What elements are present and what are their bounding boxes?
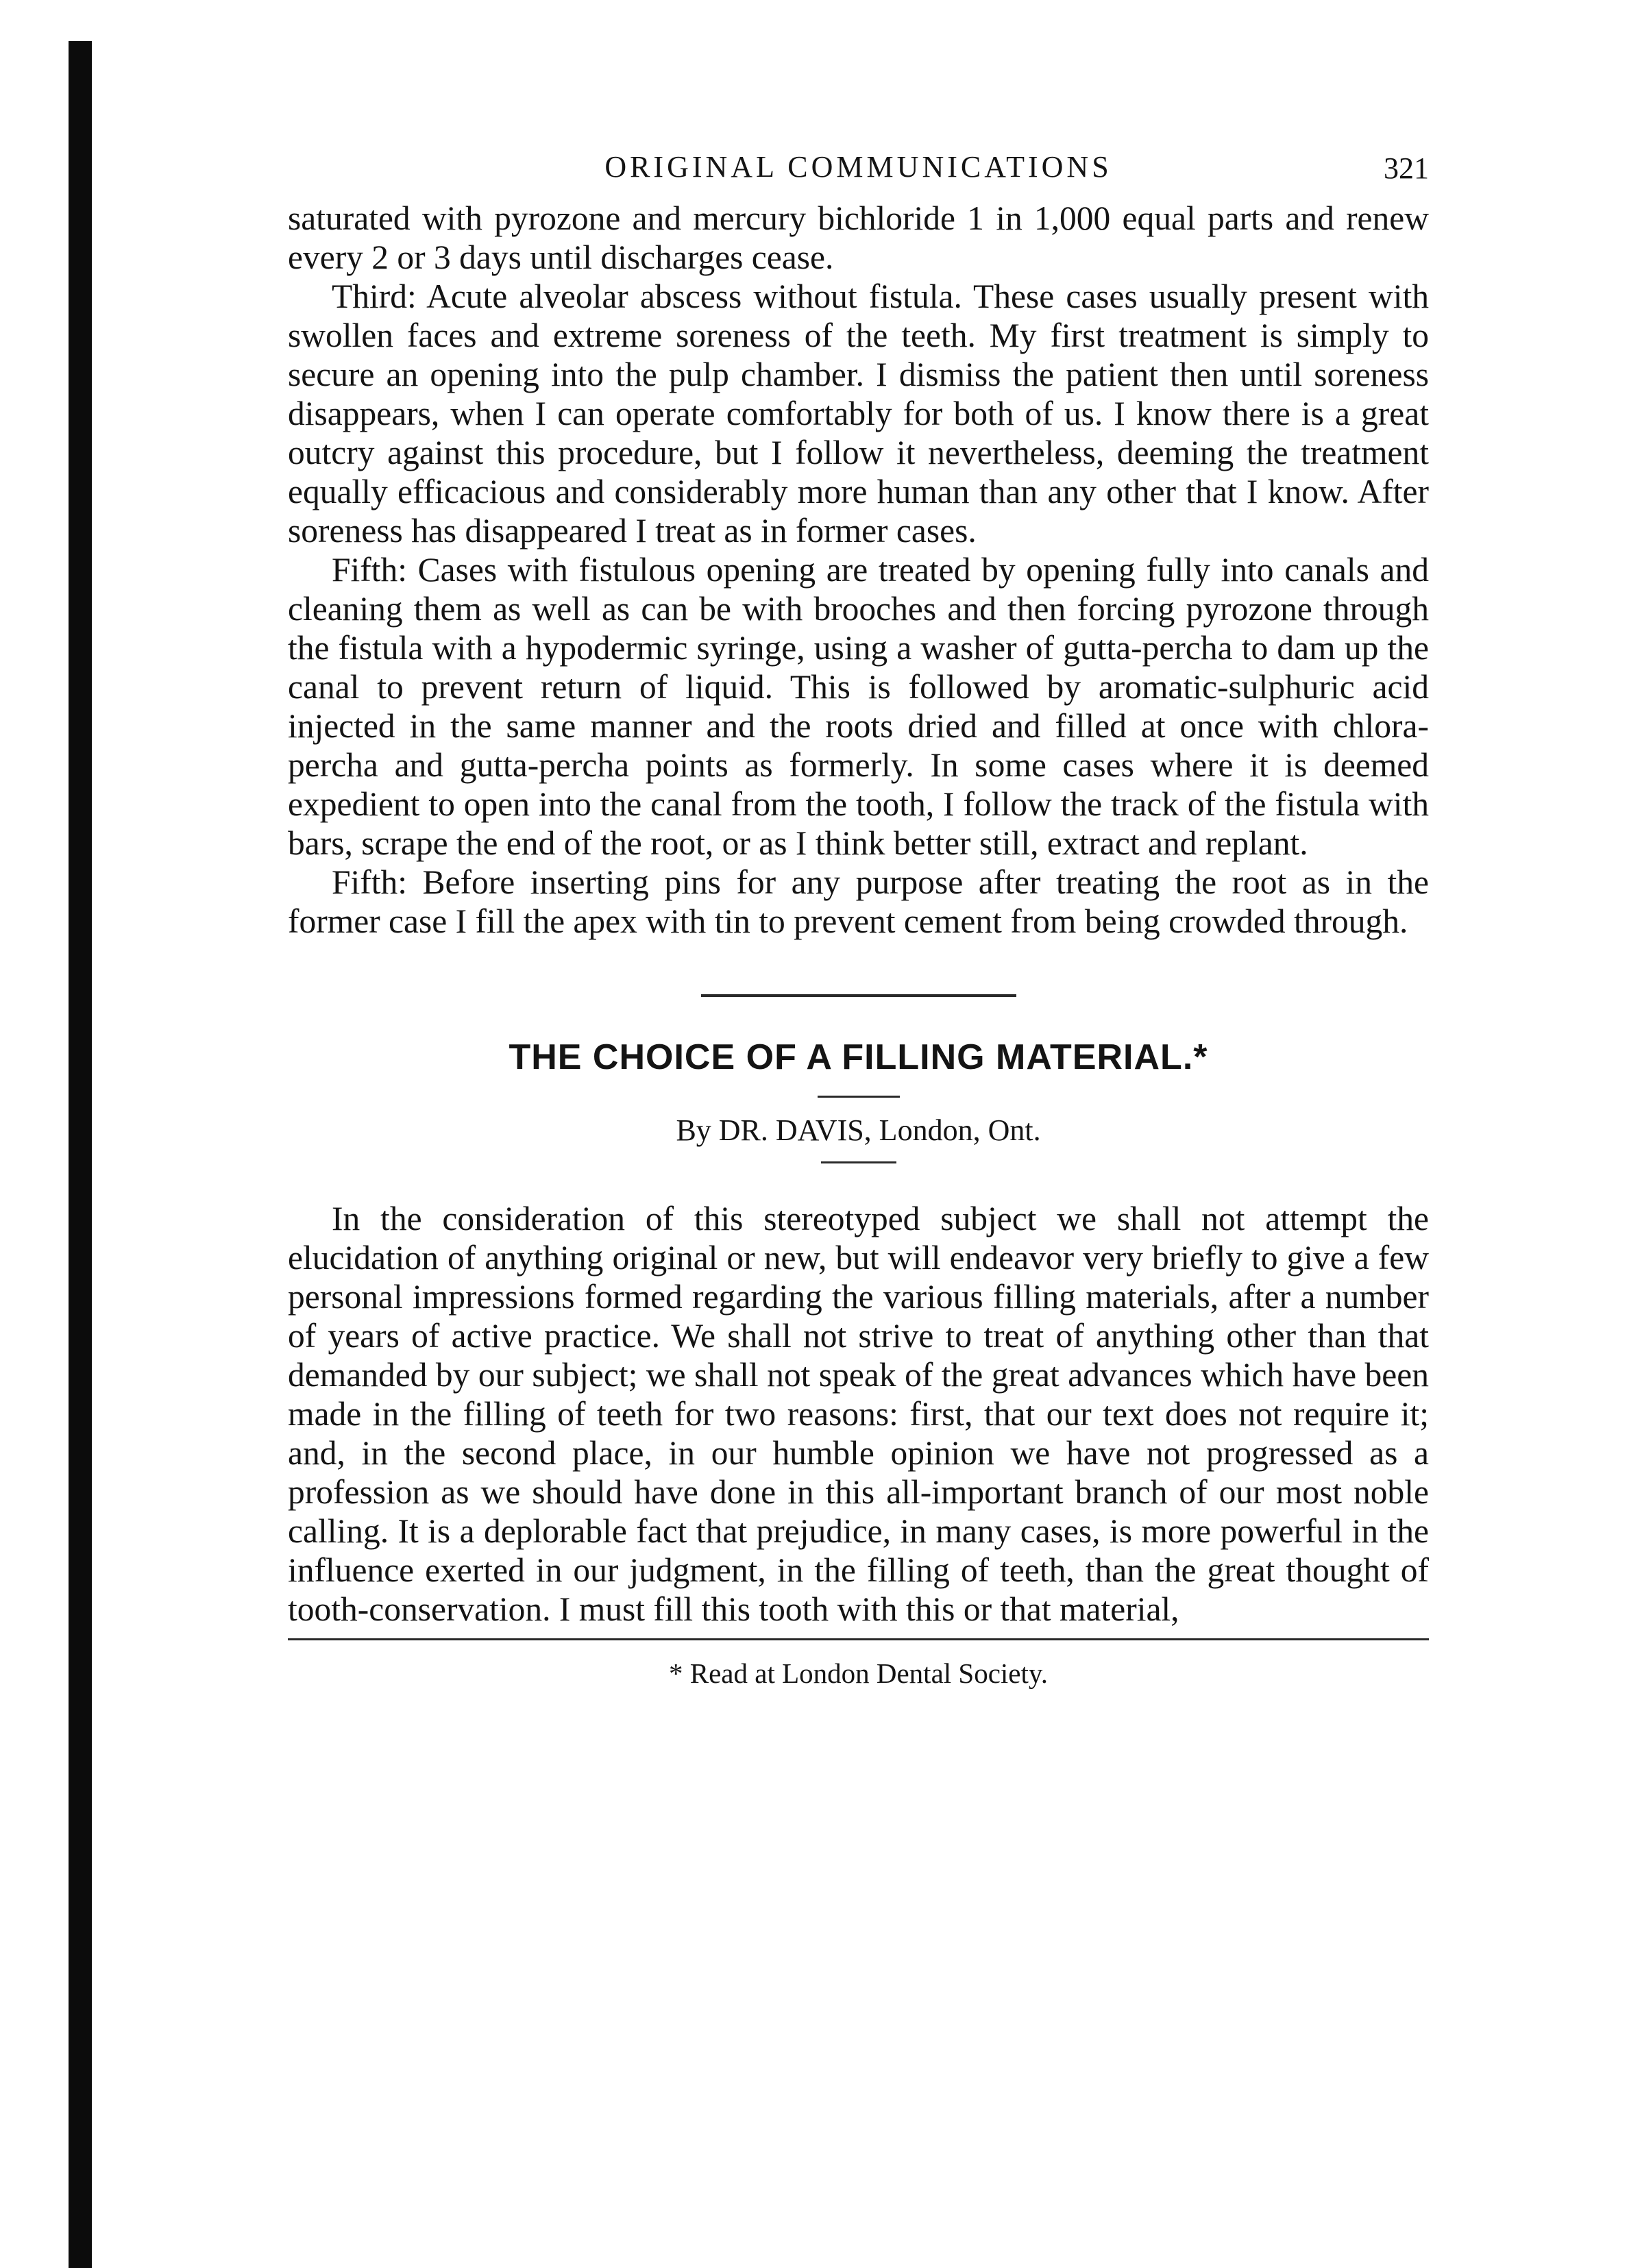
article-body: [288, 1199, 1429, 1629]
footnote: * Read at London Dental Society.: [669, 1657, 1048, 1689]
paragraph-continued: saturated with pyrozone and mercury bichloride 1 in 1,000 equal parts and renew every 2 or 3 days until discharges cease.: [288, 199, 1429, 276]
previous-article-text: [288, 199, 1429, 941]
article-byline: By DR. DAVIS, London, Ont.: [676, 1113, 1041, 1147]
title-rule: [818, 1096, 900, 1098]
paragraph-fifth-fistulous: Fifth: Cases with fistulous opening are treated by opening fully into canals and cleaning them as well as can be with brooches and then forcing pyrozone through the fistula with a hypodermic syringe, using a washer of gutta-percha to dam up the canal to prevent return of liquid. This is followed by aromatic-sulphuric acid injected in the same manner and the roots dried and filled at once with chlora-percha and gutta-percha points as formerly. In some cases where it is deemed expedient to open into the canal from the tooth, I follow the track of the fistula with bars, scrape the end of the root, or as I think better still, extract and replant.: [288, 551, 1429, 862]
binding-edge: [69, 41, 92, 2268]
page-number: 321: [1384, 151, 1429, 185]
paragraph-fifth-pins: Fifth: Before inserting pins for any purpose after treating the root as in the former case I fill the apex with tin to prevent cement from being crowded through.: [288, 863, 1429, 940]
byline-rule: [821, 1161, 896, 1163]
footnote-rule: [288, 1638, 1429, 1640]
section-divider: [701, 994, 1016, 997]
running-title: ORIGINAL COMMUNICATIONS: [604, 150, 1112, 184]
article-title: THE CHOICE OF A FILLING MATERIAL.*: [509, 1037, 1208, 1077]
running-head: [288, 144, 1429, 192]
article-paragraph: In the consideration of this stereotyped subject we shall not attempt the elucidation of anything original or new, but will endeavor very briefly to give a few personal impressions formed regarding the various filling materials, after a number of years of active practice. We shall not strive to treat of anything other than that demanded by our subject; we shall not speak of the great advances which have been made in the filling of teeth for two reasons: first, that our text does not require it; and, in the second place, in our humble opinion we have not progressed as a profession as we should have done in this all-important branch of our most noble calling. It is a deplorable fact that prejudice, in many cases, is more powerful in the influence exerted in our judgment, in the filling of teeth, than the great thought of tooth-conservation. I must fill this tooth with this or that material,: [288, 1200, 1429, 1628]
paragraph-third: Third: Acute alveolar abscess without fistula. These cases usually present with swollen faces and extreme soreness of the teeth. My first treatment is simply to secure an opening into the pulp chamber. I dismiss the patient then until soreness disappears, when I can operate comfortably for both of us. I know there is a great outcry against this procedure, but I follow it nevertheless, deeming the treatment equally efficacious and considerably more human than any other that I know. After soreness has disappeared I treat as in former cases.: [288, 278, 1429, 550]
book-page: [288, 144, 1429, 1690]
